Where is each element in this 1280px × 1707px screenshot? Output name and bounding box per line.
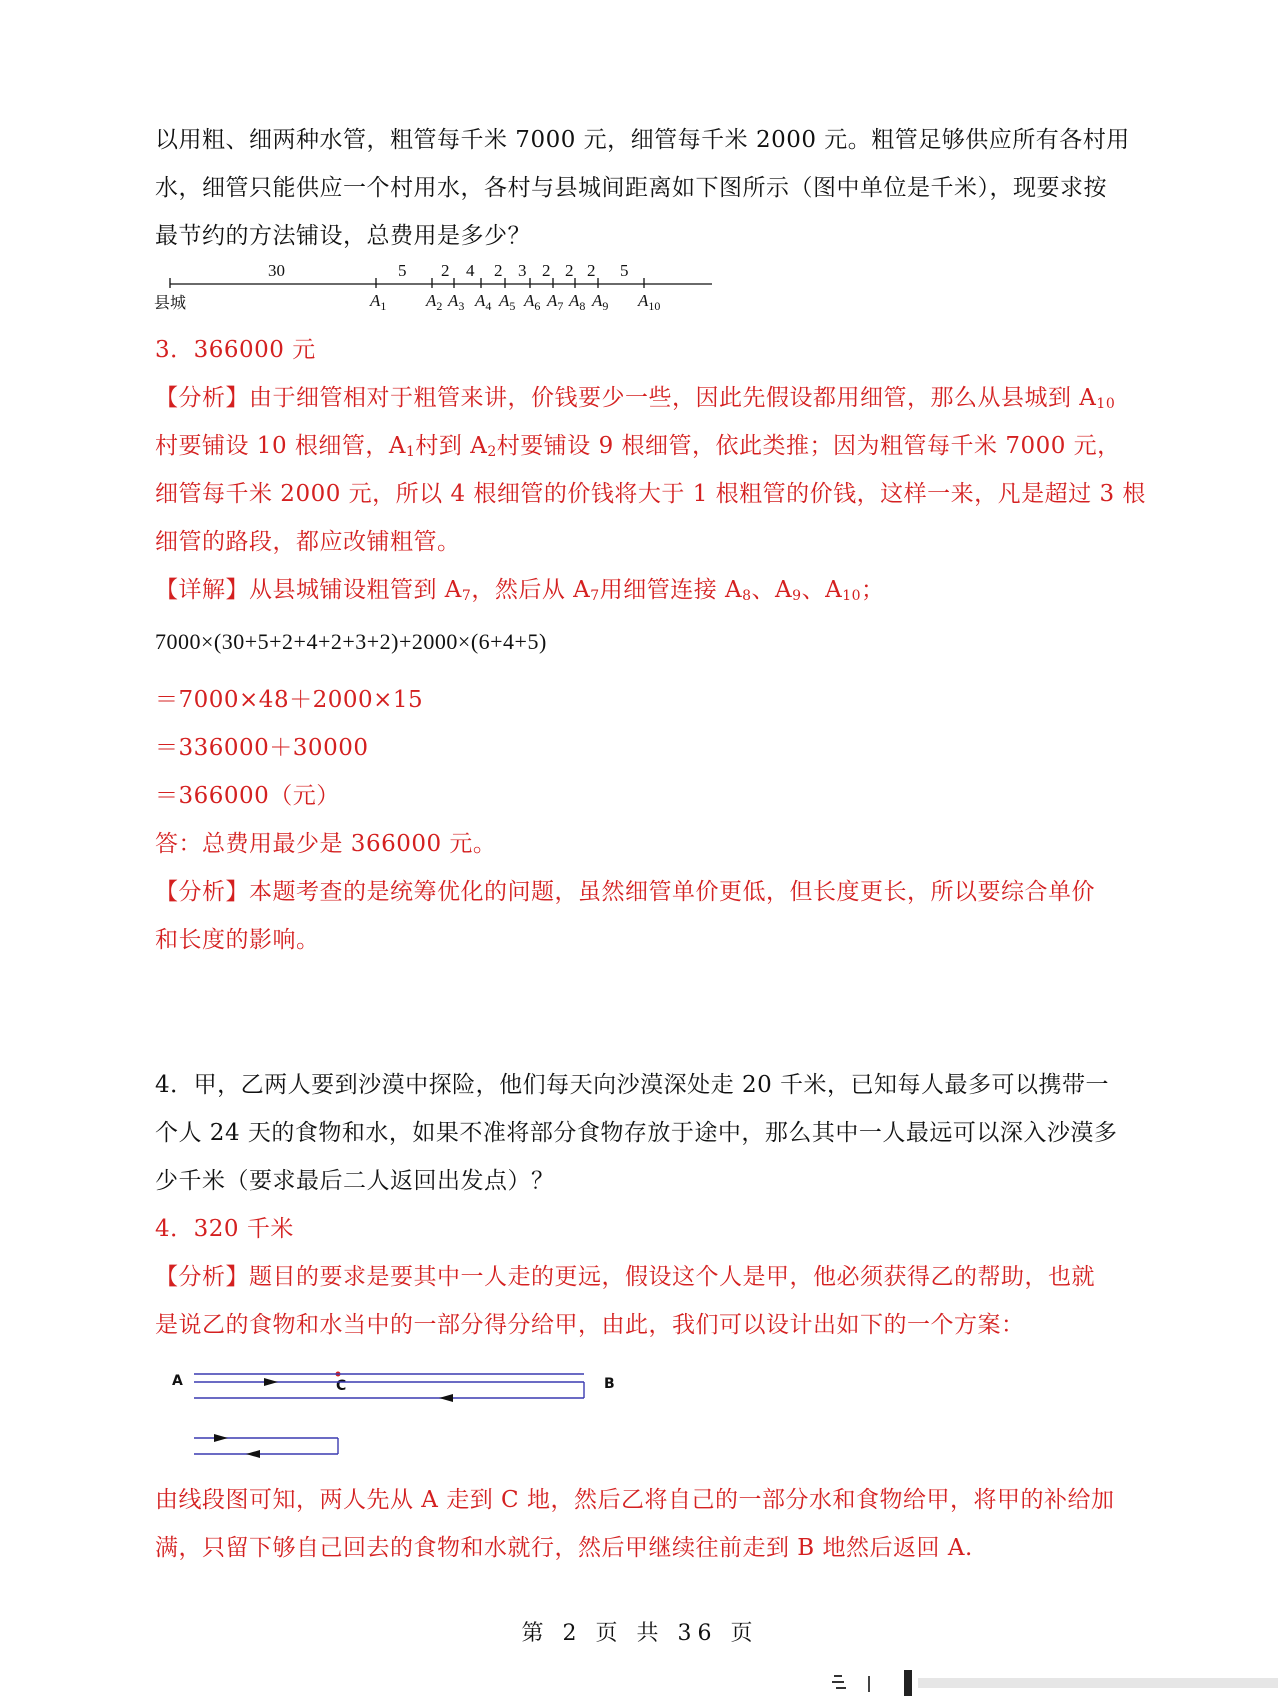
problem-2-line-1: 以用粗、细两种水管，粗管每千米 7000 元，细管每千米 2000 元。粗管足够供应所有各村用 <box>155 127 1130 153</box>
segment-length-label: 2 <box>494 261 503 280</box>
arrow-right-icon <box>214 1434 228 1442</box>
page-footer: 第 2 页 共 36 页 <box>521 1621 759 1646</box>
answer-4-analysis-line-1: 【分析】题目的要求是要其中一人走的更远，假设这个人是甲，他必须获得乙的帮助，也就 <box>155 1264 1095 1290</box>
answer-3-result: 3．366000 元 <box>155 337 316 363</box>
answer-3-final: 答：总费用最少是 366000 元。 <box>155 831 497 857</box>
watermark-logo <box>828 1668 1280 1698</box>
village-label: $A_9$ <box>592 291 609 313</box>
analysis-tag: 【分析】 <box>155 1264 249 1290</box>
answer-3-analysis-line-2: 村要铺设 10 根细管，$A_1$村到 $A_2$村要铺设 9 根细管，依此类推；因为粗管每千米 7000 元， <box>155 433 1121 460</box>
segment-length-label: 30 <box>268 261 285 280</box>
segment-length-label: 2 <box>441 261 450 280</box>
problem-2-line-2: 水，细管只能供应一个村用水，各村与县城间距离如下图所示（图中单位是千米），现要求按 <box>155 175 1107 201</box>
village-label: $A_4$ <box>475 291 492 313</box>
segment-length-label: 2 <box>542 261 551 280</box>
answer-3-review-line-2: 和长度的影响。 <box>155 927 320 953</box>
arrow-left-icon <box>439 1394 453 1402</box>
segment-length-label: 2 <box>565 261 574 280</box>
route-line-diagram <box>168 1360 668 1480</box>
segment-length-label: 2 <box>587 261 596 280</box>
calc-step-3: ＝366000（元） <box>155 783 340 809</box>
village-label: $A_5$ <box>499 291 516 313</box>
segment-length-label: 3 <box>518 261 527 280</box>
answer-3-review-line-1: 【分析】本题考查的是统筹优化的问题，虽然细管单价更低，但长度更长，所以要综合单价 <box>155 879 1095 905</box>
problem-4-line-3: 少千米（要求最后二人返回出发点）？ <box>155 1168 555 1194</box>
detail-tag: 【详解】 <box>155 577 249 603</box>
answer-4-conclusion-line-1: 由线段图可知，两人先从 A 走到 C 地，然后乙将自己的一部分水和食物给甲，将甲的补给加 <box>155 1487 1115 1513</box>
problem-4-line-2: 个人 24 天的食物和水，如果不准将部分食物存放于途中，那么其中一人最远可以深入沙漠多 <box>155 1120 1118 1146</box>
calc-step-2: ＝336000＋30000 <box>155 735 369 761</box>
segment-length-label: 4 <box>466 261 475 280</box>
village-label: $A_3$ <box>448 291 465 313</box>
cost-formula: 7000×(30+5+2+4+2+3+2)+2000×(6+4+5) <box>155 629 547 654</box>
distance-number-line <box>150 260 750 320</box>
village-label: $A_7$ <box>547 291 564 313</box>
point-c-label: C <box>336 1378 347 1394</box>
answer-3-analysis-line-4: 细管的路段，都应改铺粗管。 <box>155 529 461 555</box>
answer-4-result: 4．320 千米 <box>155 1216 294 1242</box>
county-town-label: 县城 <box>154 293 187 312</box>
village-label: $A_2$ <box>426 291 443 313</box>
village-label: $A_6$ <box>524 291 541 313</box>
point-b-label: B <box>604 1376 615 1392</box>
point-a-label: A <box>172 1373 183 1389</box>
answer-3-analysis-line-1: 【分析】由于细管相对于粗管来讲，价钱要少一些，因此先假设都用细管，那么从县城到 $A_{10}$ <box>155 385 1116 412</box>
answer-3-detail-line: 【详解】从县城铺设粗管到 $A_7$，然后从 $A_7$用细管连接 $A_8$、$A_9$、$A_{10}$； <box>155 577 885 604</box>
problem-2-line-3: 最节约的方法铺设，总费用是多少？ <box>155 223 531 249</box>
arrow-left-icon <box>246 1450 260 1458</box>
problem-4-line-1: 4．甲，乙两人要到沙漠中探险，他们每天向沙漠深处走 20 千米，已知每人最多可以携带一 <box>155 1072 1110 1098</box>
village-label: $A_{10}$ <box>638 291 661 313</box>
calc-step-1: ＝7000×48＋2000×15 <box>155 687 424 713</box>
segment-length-label: 5 <box>398 261 407 280</box>
village-label: $A_8$ <box>569 291 586 313</box>
analysis-tag: 【分析】 <box>155 385 249 411</box>
review-tag: 【分析】 <box>155 879 249 905</box>
segment-length-label: 5 <box>620 261 629 280</box>
answer-4-analysis-line-2: 是说乙的食物和水当中的一部分得分给甲，由此，我们可以设计出如下的一个方案： <box>155 1312 1025 1338</box>
arrow-right-icon <box>264 1378 278 1386</box>
village-label: $A_1$ <box>370 291 387 313</box>
answer-3-analysis-line-3: 细管每千米 2000 元，所以 4 根细管的价钱将大于 1 根粗管的价钱，这样一来，凡是超过 3 根 <box>155 481 1146 507</box>
answer-4-conclusion-line-2: 满，只留下够自己回去的食物和水就行，然后甲继续往前走到 B 地然后返回 A. <box>155 1535 973 1561</box>
